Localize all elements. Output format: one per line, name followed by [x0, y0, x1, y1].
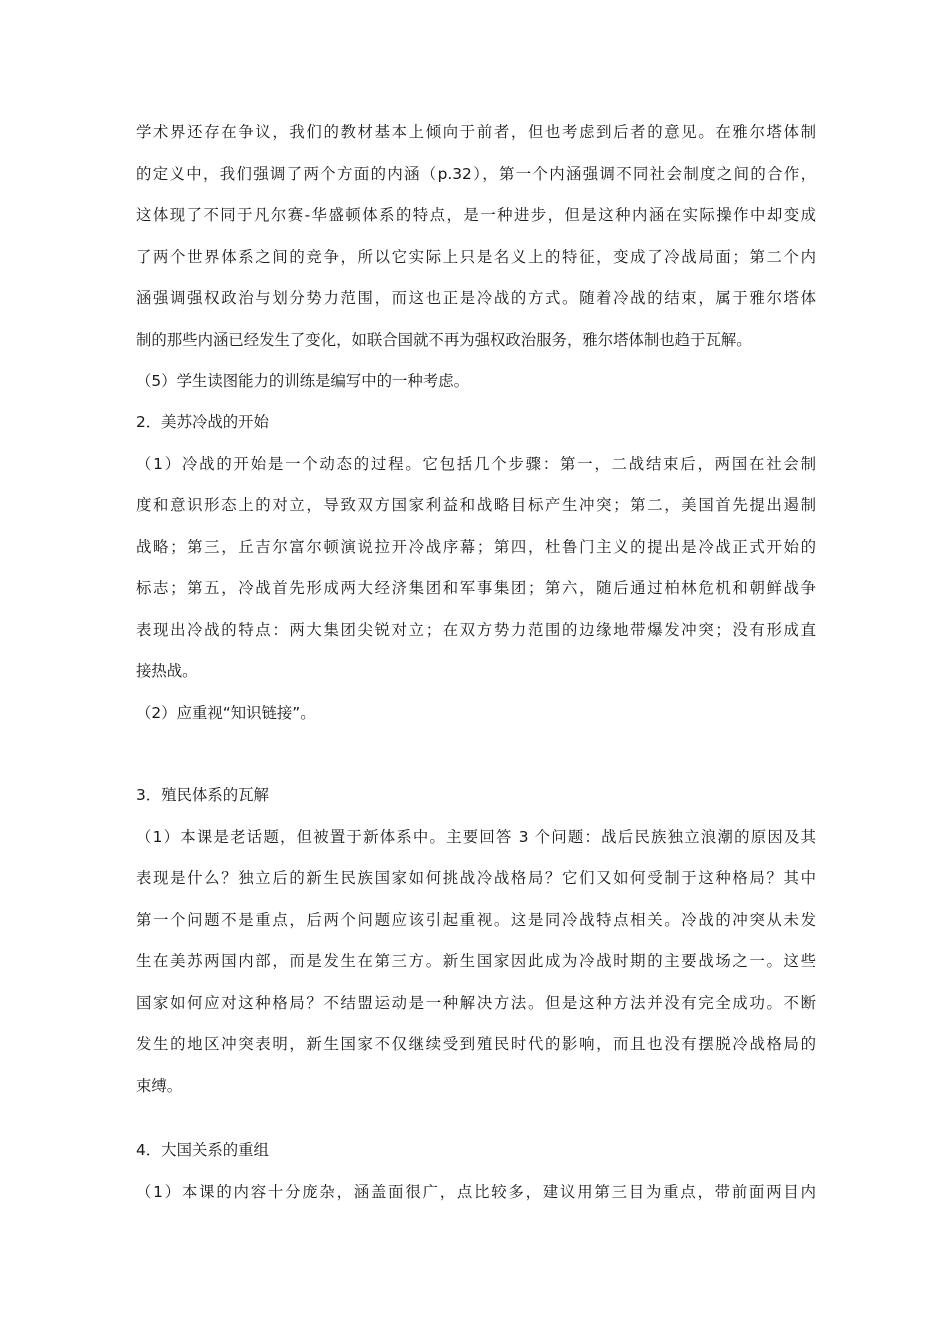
text-line: 度和意识形态上的对立，导致双方国家利益和战略目标产生冲突；第二，美国首先提出遏制 — [136, 496, 816, 514]
text-line: 战略；第三，丘吉尔富尔顿演说拉开冷战序幕；第四，杜鲁门主义的提出是冷战正式开始的 — [136, 537, 816, 556]
text-line: 标志；第五，冷战首先形成两大经济集团和军事集团；第六，随后通过柏林危机和朝鲜战争 — [136, 579, 816, 597]
text-line: （5）学生读图能力的训练是编写中的一种考虑。 — [136, 372, 469, 390]
text-line: 涵强调强权政治与划分势力范围，而这也正是冷战的方式。随着冷战的结束，属于雅尔塔体 — [136, 289, 816, 307]
text-line: 生在美苏两国内部，而是发生在第三方。新生国家因此成为冷战时期的主要战场之一。这些 — [136, 952, 816, 970]
text-line: 学术界还存在争议，我们的教材基本上倾向于前者，但也考虑到后者的意见。在雅尔塔体制 — [136, 123, 816, 141]
text-line: 表现是什么？独立后的新生民族国家如何挑战冷战格局？它们又如何受制于这种格局？其中 — [136, 869, 816, 887]
text-line: 制的那些内涵已经发生了变化，如联合国就不再为强权政治服务，雅尔塔体制也趋于瓦解。 — [136, 330, 752, 349]
text-line: 国家如何应对这种格局？不结盟运动是一种解决方法。但是这种方法并没有完全成功。不断 — [136, 993, 816, 1012]
paragraph-yalta-system — [136, 112, 816, 403]
text-line: 发生的地区冲突表明，新生国家不仅继续受到殖民时代的影响，而且也没有摆脱冷战格局的 — [136, 1035, 816, 1053]
text-line: 的定义中，我们强调了两个方面的内涵（p.32），第一个内涵强调不同社会制度之间的合作， — [136, 164, 816, 183]
section-heading: 2．美苏冷战的开始 — [136, 413, 269, 431]
text-line: （1）本课的内容十分庞杂，涵盖面很广，点比较多，建议用第三目为重点，带前面两目内 — [136, 1182, 816, 1201]
section-great-power-relations — [136, 1130, 816, 1213]
text-line: 束缚。 — [136, 1076, 183, 1095]
text-line: （1）冷战的开始是一个动态的过程。它包括几个步骤：第一，二战结束后，两国在社会制 — [136, 454, 816, 473]
section-colonial-collapse — [136, 775, 816, 1107]
section-heading: 3．殖民体系的瓦解 — [136, 786, 269, 804]
section-heading: 4．大国关系的重组 — [136, 1141, 269, 1159]
text-line: 了两个世界体系之间的竞争，所以它实际上只是名义上的特征，变成了冷战局面；第二个内 — [136, 247, 816, 266]
text-line: 第一个问题不是重点，后两个问题应该引起重视。这是同冷战特点相关。冷战的冲突从未发 — [136, 910, 816, 929]
text-line: （1）本课是老话题，但被置于新体系中。主要回答 3 个问题：战后民族独立浪潮的原因及其 — [136, 827, 816, 846]
text-line: 接热战。 — [136, 662, 198, 680]
text-line: 这体现了不同于凡尔赛-华盛顿体系的特点，是一种进步，但是这种内涵在实际操作中却变成 — [136, 206, 816, 224]
text-line: 表现出冷战的特点：两大集团尖锐对立；在双方势力范围的边缘地带爆发冲突；没有形成直 — [136, 620, 816, 639]
text-line: （2）应重视“知识链接”。 — [136, 703, 316, 722]
section-cold-war-start — [136, 402, 816, 734]
